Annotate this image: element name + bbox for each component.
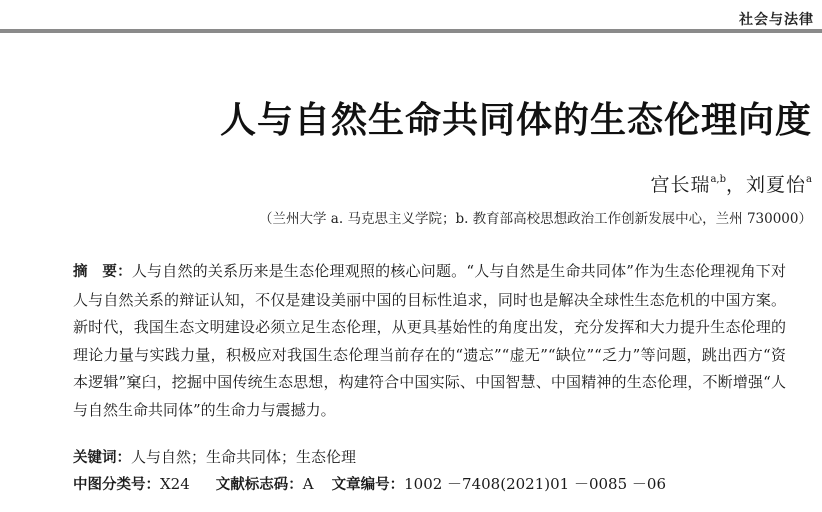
author-affiliation-mark: a	[806, 174, 812, 185]
author-name: 宫长瑞	[650, 174, 711, 196]
clc-label: 中图分类号：	[73, 477, 160, 493]
keywords	[73, 446, 356, 467]
author-affiliation: （兰州大学 a. 马克思主义学院；b. 教育部高校思想政治工作创新发展中心，兰州 730000）	[259, 211, 812, 227]
article-number-value: 1002 －7408(2021)01 －0085 －06	[404, 475, 666, 493]
document-code-label: 文献标志码：	[215, 477, 303, 493]
author-name: 刘夏怡	[746, 174, 807, 196]
header-rule	[0, 29, 822, 33]
document-code-value: A	[302, 475, 314, 493]
abstract-text: 人与自然的关系历来是生态伦理观照的核心问题。“人与自然是生命共同体”作为生态伦理视角下对人与自然关系的辩证认知，不仅是建设美丽中国的目标性追求，同时也是解决全球性生态危机的中国方案。新时代，我国生态文明建设必须立足生态伦理，从更具基始性的角度出发，充分发挥和大力提升生态伦理的理论力量与实践力量，积极应对我国生态伦理当前存在的“遗忘”“虚无”“缺位”“乏力”等问题，跳出西方“资本逻辑”窠臼，挖掘中国传统生态思想，构建符合中国实际、中国智慧、中国精神的生态伦理，不断增强“人与自然生命共同体”的生命力与震撼力。	[73, 262, 787, 419]
clc-value: X24	[160, 475, 190, 493]
author-separator: ，	[726, 174, 747, 196]
article-number-label: 文章编号：	[331, 477, 405, 493]
abstract	[73, 258, 786, 424]
keywords-label: 关键词：	[73, 450, 131, 466]
author-line	[650, 170, 812, 197]
abstract-label: 摘 要：	[73, 264, 132, 280]
keywords-text: 人与自然；生命共同体；生态伦理	[131, 448, 357, 466]
classification-line	[73, 473, 666, 494]
author-affiliation-mark: a,b	[710, 174, 726, 185]
journal-section-tag: 社会与法律	[739, 12, 814, 28]
article-title: 人与自然生命共同体的生态伦理向度	[219, 100, 812, 141]
